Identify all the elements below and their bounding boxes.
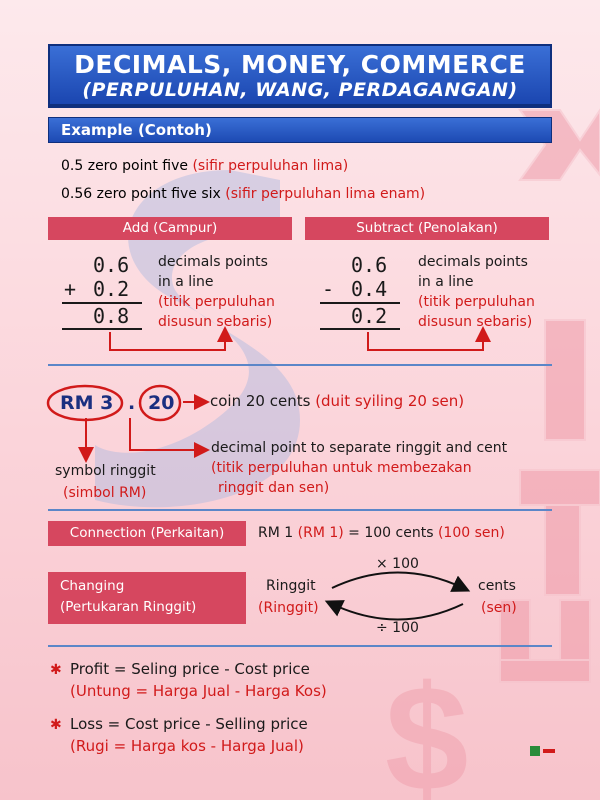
connection-label: Connection (Perkaitan) bbox=[48, 521, 246, 546]
add-note-ms-2: disusun sebaris) bbox=[158, 314, 273, 330]
loss-ms: (Rugi = Harga kos - Harga Jual) bbox=[70, 737, 304, 755]
example-line-2-en: 0.56 zero point five six bbox=[61, 186, 221, 202]
cents-ms: (sen) bbox=[481, 600, 517, 616]
add-note-ms-1: (titik perpuluhan bbox=[158, 294, 275, 310]
profit-ms: (Untung = Harga Jual - Harga Kos) bbox=[70, 682, 327, 700]
example-heading: Example (Contoh) bbox=[48, 117, 552, 143]
cents-en: cents bbox=[478, 578, 516, 594]
divide-arc bbox=[332, 604, 463, 620]
add-heading: Add (Campur) bbox=[48, 217, 292, 240]
subtract-result-line bbox=[320, 328, 400, 330]
subtract-note-ms-2: disusun sebaris) bbox=[418, 314, 533, 330]
example-line-2-ms: (sifir perpuluhan lima enam) bbox=[225, 186, 426, 202]
decimal-en: decimal point to separate ringgit and cent bbox=[211, 440, 508, 456]
rm-label: RM 3 bbox=[60, 392, 114, 414]
page-title: DECIMALS, MONEY, COMMERCE bbox=[74, 50, 526, 79]
divider-1 bbox=[48, 364, 552, 366]
profit-bullet-icon: ✱ bbox=[50, 662, 62, 678]
example-line-1 bbox=[61, 158, 348, 174]
subtract-note-en-1: decimals points bbox=[418, 254, 528, 270]
decorative-dollar-sign: $ bbox=[385, 654, 469, 800]
symbol-en: symbol ringgit bbox=[55, 463, 156, 479]
add-operator: + bbox=[64, 277, 77, 301]
decimal-ms-2: ringgit dan sen) bbox=[218, 480, 330, 496]
loss-en: Loss = Cost price - Selling price bbox=[70, 715, 308, 733]
coin-line bbox=[210, 392, 464, 410]
connection-rm-ms: (RM 1) bbox=[297, 525, 344, 541]
symbol-ms: (simbol RM) bbox=[63, 485, 147, 501]
connection-text bbox=[258, 525, 505, 541]
subtract-row-1: 0.6 bbox=[351, 253, 388, 277]
page-subtitle: (PERPULUHAN, WANG, PERDAGANGAN) bbox=[82, 79, 518, 101]
decimal-dot: . bbox=[128, 392, 136, 414]
example-line-1-en: 0.5 zero point five bbox=[61, 158, 189, 174]
divider-2 bbox=[48, 509, 552, 511]
title-banner bbox=[48, 44, 552, 106]
ringgit-en: Ringgit bbox=[266, 578, 316, 594]
subtract-operator: - bbox=[322, 277, 335, 301]
multiply-label: × 100 bbox=[376, 556, 419, 572]
subtract-row-2: 0.4 bbox=[351, 277, 388, 301]
add-row-2: 0.2 bbox=[93, 277, 130, 301]
changing-label bbox=[48, 572, 246, 624]
coin-en: coin 20 cents bbox=[210, 392, 311, 410]
subtract-heading: Subtract (Penolakan) bbox=[305, 217, 549, 240]
publisher-logo-icon bbox=[530, 746, 556, 756]
subtract-arrow bbox=[368, 332, 483, 350]
add-result-line bbox=[62, 328, 142, 330]
connection-cents: = 100 cents bbox=[348, 525, 434, 541]
connection-cents-ms: (100 sen) bbox=[437, 525, 505, 541]
loss-bullet-icon: ✱ bbox=[50, 717, 62, 733]
example-line-2 bbox=[61, 186, 425, 202]
divide-label: ÷ 100 bbox=[376, 620, 419, 636]
ringgit-ms: (Ringgit) bbox=[258, 600, 319, 616]
changing-label-1: Changing bbox=[60, 578, 125, 594]
decimal-point-arrow bbox=[130, 418, 202, 450]
subtract-result: 0.2 bbox=[351, 304, 388, 328]
changing-label-2: (Pertukaran Ringgit) bbox=[60, 599, 197, 615]
decimal-ms-1: (titik perpuluhan untuk membezakan bbox=[211, 460, 472, 476]
example-line-1-ms: (sifir perpuluhan lima) bbox=[192, 158, 349, 174]
profit-en: Profit = Seling price - Cost price bbox=[70, 660, 310, 678]
subtract-note-en-2: in a line bbox=[418, 274, 474, 290]
coin-ms: (duit syiling 20 sen) bbox=[315, 392, 465, 410]
subtract-note-ms-1: (titik perpuluhan bbox=[418, 294, 535, 310]
multiply-arc bbox=[332, 573, 463, 589]
add-note-en-1: decimals points bbox=[158, 254, 268, 270]
cents-value: 20 bbox=[148, 392, 175, 414]
add-result: 0.8 bbox=[93, 304, 130, 328]
connection-rm: RM 1 bbox=[258, 525, 294, 541]
add-arrow bbox=[110, 332, 225, 350]
divider-3 bbox=[48, 645, 552, 647]
add-row-1: 0.6 bbox=[93, 253, 130, 277]
add-note-en-2: in a line bbox=[158, 274, 214, 290]
